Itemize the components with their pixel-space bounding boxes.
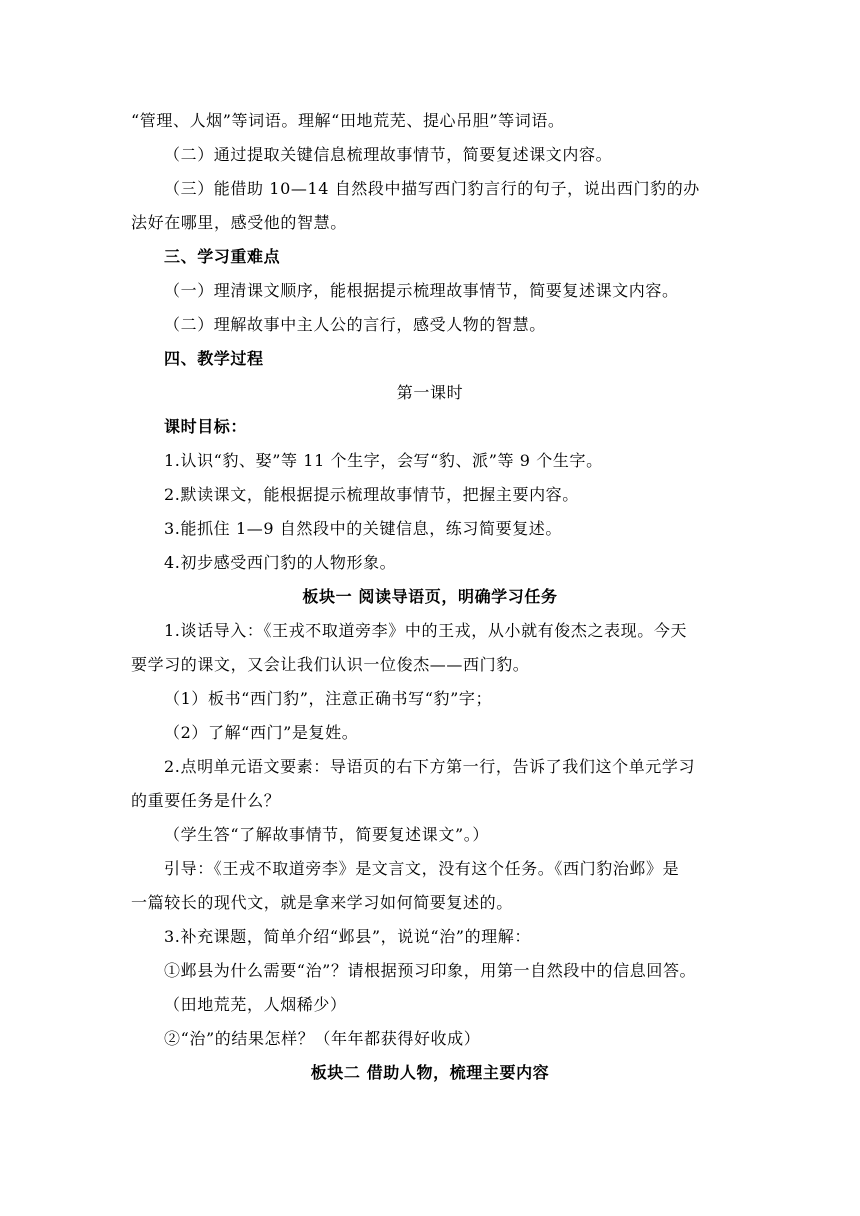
key-point-1: （一）理清课文顺序，能根据提示梳理故事情节，简要复述课文内容。	[164, 281, 679, 300]
paragraph-unit-elements: 2.点明单元语文要素：导语页的右下方第一行，告诉了我们这个单元学习	[164, 757, 696, 776]
section-heading-key-points: 三、学习重难点	[164, 247, 281, 266]
lesson-goals-heading: 课时目标：	[164, 417, 248, 436]
answer-1: （田地荒芜，人烟稀少）	[164, 995, 347, 1014]
lesson-goal-4: 4.初步感受西门豹的人物形象。	[164, 553, 397, 572]
question-1: ①邺县为什么需要“治”？请根据预习印象，用第一自然段中的信息回答。	[164, 961, 697, 980]
objective-3: （三）能借助 10—14 自然段中描写西门豹言行的句子，说出西门豹的办	[164, 179, 700, 198]
lesson-goal-1: 1.认识“豹、娶”等 11 个生字，会写“豹、派”等 9 个生字。	[164, 451, 603, 470]
lesson-goal-2: 2.默读课文，能根据提示梳理故事情节，把握主要内容。	[164, 485, 579, 504]
question-2: ②“治”的结果怎样？（年年都获得好收成）	[164, 1029, 481, 1048]
paragraph-intro: 1.谈话导入：《王戎不取道旁李》中的王戎，从小就有俊杰之表现。今天	[164, 621, 688, 640]
key-point-2: （二）理解故事中主人公的言行，感受人物的智慧。	[164, 315, 546, 334]
lesson-goal-3: 3.能抓住 1—9 自然段中的关键信息，练习简要复述。	[164, 519, 562, 538]
objective-3-continued: 法好在哪里，感受他的智慧。	[131, 213, 347, 232]
sub-item-2: （2）了解“西门”是复姓。	[164, 723, 359, 742]
section-heading-process: 四、教学过程	[164, 349, 264, 368]
lesson-title: 第一课时	[396, 383, 464, 402]
block-heading-2: 板块二 借助人物，梳理主要内容	[310, 1063, 550, 1082]
guidance-paragraph: 引导：《王戎不取道旁李》是文言文，没有这个任务。《西门豹治邺》是	[164, 859, 680, 878]
paragraph-unit-elements-continued: 的重要任务是什么？	[131, 791, 281, 810]
student-answer: （学生答“了解故事情节，简要复述课文”。）	[164, 825, 489, 844]
sub-item-1: （1）板书“西门豹”，注意正确书写“豹”字；	[164, 689, 493, 708]
paragraph-title-supplement: 3.补充课题，简单介绍“邺县”，说说“治”的理解：	[164, 927, 531, 946]
objective-2: （二）通过提取关键信息梳理故事情节，简要复述课文内容。	[164, 145, 613, 164]
objective-line-continued: “管理、人烟”等词语。理解“田地荒芜、提心吊胆”等词语。	[131, 111, 565, 130]
guidance-paragraph-continued: 一篇较长的现代文，就是拿来学习如何简要复述的。	[131, 893, 513, 912]
paragraph-intro-continued: 要学习的课文，又会让我们认识一位俊杰——西门豹。	[131, 655, 530, 674]
block-heading-1: 板块一 阅读导语页，明确学习任务	[302, 587, 558, 606]
